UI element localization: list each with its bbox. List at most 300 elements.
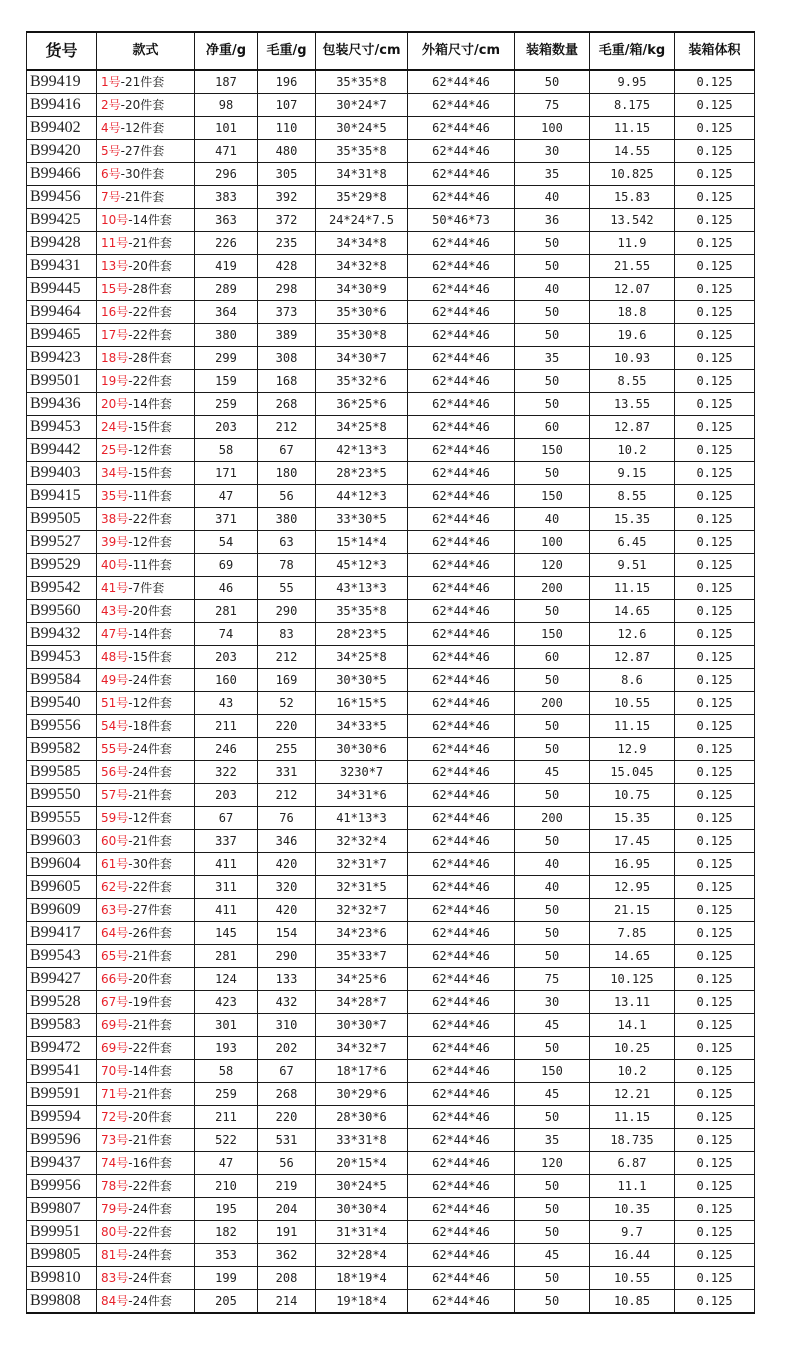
cell-net-weight: 47	[195, 485, 258, 508]
style-number: 63号	[101, 903, 129, 917]
style-set-count: -28件套	[128, 282, 172, 296]
cell-style	[97, 1106, 195, 1129]
table-row	[27, 117, 755, 140]
cell-carton-size: 62*44*46	[408, 1014, 515, 1037]
cell-carton-qty: 50	[515, 715, 590, 738]
style-set-count: -20件套	[128, 1110, 172, 1124]
cell-carton-size: 62*44*46	[408, 1175, 515, 1198]
table-row	[27, 807, 755, 830]
cell-style	[97, 1152, 195, 1175]
cell-style	[97, 1083, 195, 1106]
cell-carton-qty: 75	[515, 968, 590, 991]
cell-net-weight: 363	[195, 209, 258, 232]
cell-carton-qty: 120	[515, 1152, 590, 1175]
cell-carton-size: 62*44*46	[408, 715, 515, 738]
cell-style	[97, 70, 195, 94]
cell-gross-per-carton: 12.87	[590, 646, 675, 669]
style-set-count: -27件套	[120, 144, 165, 158]
cell-package-size: 28*23*5	[316, 623, 408, 646]
cell-carton-qty: 50	[515, 669, 590, 692]
style-number: 38号	[101, 512, 129, 526]
style-number: 43号	[101, 604, 129, 618]
cell-carton-size: 62*44*46	[408, 968, 515, 991]
cell-carton-volume: 0.125	[675, 1106, 755, 1129]
cell-package-size: 34*30*9	[316, 278, 408, 301]
cell-gross-per-carton: 8.175	[590, 94, 675, 117]
table-row	[27, 945, 755, 968]
table-row	[27, 1221, 755, 1244]
cell-carton-qty: 40	[515, 876, 590, 899]
cell-style	[97, 416, 195, 439]
style-set-count: -22件套	[128, 305, 172, 319]
cell-carton-size: 62*44*46	[408, 485, 515, 508]
cell-net-weight: 69	[195, 554, 258, 577]
cell-gross-per-carton: 12.07	[590, 278, 675, 301]
style-set-count: -15件套	[128, 420, 172, 434]
cell-sku: B99527	[27, 531, 97, 554]
cell-style	[97, 209, 195, 232]
table-row	[27, 1129, 755, 1152]
style-set-count: -30件套	[128, 857, 172, 871]
cell-gross-weight: 290	[258, 600, 316, 623]
cell-net-weight: 423	[195, 991, 258, 1014]
cell-sku: B99416	[27, 94, 97, 117]
cell-style	[97, 117, 195, 140]
style-number: 70号	[101, 1064, 129, 1078]
cell-style	[97, 1198, 195, 1221]
cell-package-size: 32*31*5	[316, 876, 408, 899]
style-set-count: -7件套	[128, 581, 165, 595]
table-row	[27, 991, 755, 1014]
cell-gross-per-carton: 7.85	[590, 922, 675, 945]
cell-carton-qty: 30	[515, 991, 590, 1014]
cell-carton-qty: 50	[515, 1037, 590, 1060]
cell-carton-volume: 0.125	[675, 186, 755, 209]
cell-gross-weight: 52	[258, 692, 316, 715]
cell-style	[97, 1014, 195, 1037]
cell-net-weight: 411	[195, 899, 258, 922]
cell-style	[97, 1175, 195, 1198]
cell-carton-volume: 0.125	[675, 968, 755, 991]
cell-style	[97, 1290, 195, 1314]
cell-gross-weight: 255	[258, 738, 316, 761]
style-number: 40号	[101, 558, 129, 572]
cell-carton-qty: 50	[515, 1106, 590, 1129]
cell-gross-weight: 56	[258, 485, 316, 508]
cell-net-weight: 281	[195, 945, 258, 968]
cell-gross-per-carton: 13.11	[590, 991, 675, 1014]
style-set-count: -11件套	[128, 558, 172, 572]
cell-carton-qty: 50	[515, 945, 590, 968]
style-number: 78号	[101, 1179, 129, 1193]
cell-gross-weight: 196	[258, 70, 316, 94]
cell-carton-size: 62*44*46	[408, 301, 515, 324]
cell-carton-size: 62*44*46	[408, 393, 515, 416]
cell-carton-volume: 0.125	[675, 830, 755, 853]
style-set-count: -24件套	[128, 1202, 172, 1216]
cell-style	[97, 761, 195, 784]
cell-carton-qty: 50	[515, 232, 590, 255]
header-package-size: 包装尺寸/cm	[316, 32, 408, 70]
cell-gross-per-carton: 9.7	[590, 1221, 675, 1244]
product-spec-table	[26, 31, 755, 1314]
cell-sku: B99543	[27, 945, 97, 968]
cell-package-size: 34*34*8	[316, 232, 408, 255]
cell-carton-volume: 0.125	[675, 761, 755, 784]
cell-package-size: 35*30*6	[316, 301, 408, 324]
cell-carton-qty: 200	[515, 692, 590, 715]
cell-gross-weight: 219	[258, 1175, 316, 1198]
style-set-count: -14件套	[128, 397, 172, 411]
cell-style	[97, 94, 195, 117]
cell-sku: B99466	[27, 163, 97, 186]
cell-package-size: 35*35*8	[316, 140, 408, 163]
cell-gross-per-carton: 15.35	[590, 508, 675, 531]
style-set-count: -21件套	[120, 190, 165, 204]
cell-carton-qty: 50	[515, 255, 590, 278]
cell-style	[97, 324, 195, 347]
cell-carton-size: 62*44*46	[408, 1244, 515, 1267]
cell-gross-per-carton: 16.44	[590, 1244, 675, 1267]
cell-package-size: 34*32*8	[316, 255, 408, 278]
style-set-count: -19件套	[128, 995, 172, 1009]
cell-sku: B99951	[27, 1221, 97, 1244]
cell-carton-size: 62*44*46	[408, 1106, 515, 1129]
style-set-count: -21件套	[128, 949, 172, 963]
cell-gross-weight: 308	[258, 347, 316, 370]
cell-carton-volume: 0.125	[675, 508, 755, 531]
style-number: 39号	[101, 535, 129, 549]
cell-carton-volume: 0.125	[675, 922, 755, 945]
cell-carton-qty: 150	[515, 439, 590, 462]
cell-sku: B99810	[27, 1267, 97, 1290]
cell-style	[97, 692, 195, 715]
cell-carton-size: 62*44*46	[408, 1152, 515, 1175]
cell-gross-per-carton: 9.51	[590, 554, 675, 577]
header-carton-volume: 装箱体积	[675, 32, 755, 70]
style-set-count: -21件套	[128, 1018, 172, 1032]
cell-sku: B99472	[27, 1037, 97, 1060]
cell-package-size: 18*17*6	[316, 1060, 408, 1083]
style-number: 67号	[101, 995, 129, 1009]
style-set-count: -18件套	[128, 719, 172, 733]
cell-package-size: 33*30*5	[316, 508, 408, 531]
cell-gross-per-carton: 14.55	[590, 140, 675, 163]
table-row	[27, 1037, 755, 1060]
cell-sku: B99501	[27, 370, 97, 393]
cell-style	[97, 278, 195, 301]
table-row	[27, 1014, 755, 1037]
cell-style	[97, 646, 195, 669]
cell-package-size: 30*30*4	[316, 1198, 408, 1221]
cell-carton-size: 62*44*46	[408, 1198, 515, 1221]
table-row	[27, 577, 755, 600]
cell-carton-volume: 0.125	[675, 991, 755, 1014]
cell-net-weight: 195	[195, 1198, 258, 1221]
style-number: 49号	[101, 673, 129, 687]
cell-package-size: 35*35*8	[316, 600, 408, 623]
table-row	[27, 301, 755, 324]
style-number: 47号	[101, 627, 129, 641]
cell-carton-qty: 35	[515, 347, 590, 370]
cell-sku: B99425	[27, 209, 97, 232]
cell-sku: B99403	[27, 462, 97, 485]
cell-package-size: 30*29*6	[316, 1083, 408, 1106]
cell-carton-size: 62*44*46	[408, 117, 515, 140]
table-row	[27, 531, 755, 554]
cell-net-weight: 259	[195, 1083, 258, 1106]
cell-gross-weight: 428	[258, 255, 316, 278]
cell-net-weight: 171	[195, 462, 258, 485]
cell-gross-per-carton: 15.045	[590, 761, 675, 784]
cell-gross-weight: 531	[258, 1129, 316, 1152]
cell-style	[97, 370, 195, 393]
cell-gross-weight: 362	[258, 1244, 316, 1267]
cell-net-weight: 471	[195, 140, 258, 163]
cell-carton-volume: 0.125	[675, 807, 755, 830]
cell-sku: B99453	[27, 416, 97, 439]
table-row	[27, 1244, 755, 1267]
cell-carton-size: 62*44*46	[408, 1083, 515, 1106]
style-number: 17号	[101, 328, 129, 342]
cell-package-size: 34*25*8	[316, 646, 408, 669]
style-number: 60号	[101, 834, 129, 848]
cell-sku: B99417	[27, 922, 97, 945]
cell-carton-size: 62*44*46	[408, 140, 515, 163]
cell-carton-qty: 40	[515, 278, 590, 301]
cell-package-size: 32*32*7	[316, 899, 408, 922]
cell-carton-qty: 50	[515, 1290, 590, 1314]
table-row	[27, 922, 755, 945]
table-row	[27, 1060, 755, 1083]
cell-net-weight: 199	[195, 1267, 258, 1290]
cell-gross-weight: 168	[258, 370, 316, 393]
style-number: 20号	[101, 397, 129, 411]
style-set-count: -24件套	[128, 673, 172, 687]
cell-net-weight: 419	[195, 255, 258, 278]
cell-package-size: 36*25*6	[316, 393, 408, 416]
cell-style	[97, 485, 195, 508]
cell-sku: B99956	[27, 1175, 97, 1198]
cell-style	[97, 968, 195, 991]
cell-carton-size: 62*44*46	[408, 991, 515, 1014]
cell-sku: B99427	[27, 968, 97, 991]
cell-carton-volume: 0.125	[675, 899, 755, 922]
cell-carton-qty: 100	[515, 531, 590, 554]
cell-gross-weight: 212	[258, 784, 316, 807]
cell-carton-size: 62*44*46	[408, 623, 515, 646]
cell-package-size: 35*33*7	[316, 945, 408, 968]
cell-sku: B99445	[27, 278, 97, 301]
cell-carton-size: 62*44*46	[408, 94, 515, 117]
cell-carton-size: 62*44*46	[408, 347, 515, 370]
style-set-count: -22件套	[128, 1041, 172, 1055]
style-set-count: -12件套	[128, 696, 172, 710]
cell-gross-weight: 78	[258, 554, 316, 577]
cell-carton-qty: 50	[515, 370, 590, 393]
table-row	[27, 669, 755, 692]
cell-net-weight: 371	[195, 508, 258, 531]
cell-style	[97, 554, 195, 577]
style-number: 57号	[101, 788, 129, 802]
cell-package-size: 35*32*6	[316, 370, 408, 393]
style-number: 80号	[101, 1225, 129, 1239]
style-set-count: -12件套	[128, 443, 172, 457]
cell-net-weight: 98	[195, 94, 258, 117]
cell-package-size: 30*30*7	[316, 1014, 408, 1037]
cell-style	[97, 1244, 195, 1267]
cell-gross-per-carton: 19.6	[590, 324, 675, 347]
cell-style	[97, 255, 195, 278]
style-number: 15号	[101, 282, 129, 296]
style-number: 7号	[101, 190, 121, 204]
cell-package-size: 32*28*4	[316, 1244, 408, 1267]
style-number: 2号	[101, 98, 121, 112]
cell-gross-per-carton: 13.542	[590, 209, 675, 232]
style-set-count: -12件套	[120, 121, 165, 135]
style-number: 56号	[101, 765, 129, 779]
cell-carton-qty: 45	[515, 1083, 590, 1106]
cell-sku: B99584	[27, 669, 97, 692]
style-number: 54号	[101, 719, 129, 733]
cell-sku: B99555	[27, 807, 97, 830]
style-set-count: -21件套	[120, 75, 165, 89]
cell-gross-per-carton: 15.35	[590, 807, 675, 830]
cell-carton-size: 62*44*46	[408, 1129, 515, 1152]
style-set-count: -22件套	[128, 328, 172, 342]
cell-gross-weight: 235	[258, 232, 316, 255]
style-number: 83号	[101, 1271, 129, 1285]
cell-gross-weight: 212	[258, 416, 316, 439]
cell-package-size: 34*28*7	[316, 991, 408, 1014]
cell-package-size: 20*15*4	[316, 1152, 408, 1175]
cell-sku: B99437	[27, 1152, 97, 1175]
cell-carton-qty: 50	[515, 70, 590, 94]
cell-sku: B99528	[27, 991, 97, 1014]
cell-carton-size: 62*44*46	[408, 692, 515, 715]
cell-carton-size: 62*44*46	[408, 738, 515, 761]
table-row	[27, 416, 755, 439]
cell-gross-weight: 372	[258, 209, 316, 232]
cell-net-weight: 182	[195, 1221, 258, 1244]
style-number: 13号	[101, 259, 129, 273]
style-number: 66号	[101, 972, 129, 986]
style-set-count: -22件套	[128, 880, 172, 894]
style-set-count: -14件套	[128, 627, 172, 641]
cell-carton-qty: 50	[515, 899, 590, 922]
header-row	[27, 32, 755, 70]
cell-carton-volume: 0.125	[675, 1060, 755, 1083]
cell-gross-per-carton: 8.55	[590, 485, 675, 508]
cell-carton-qty: 50	[515, 784, 590, 807]
cell-gross-per-carton: 10.93	[590, 347, 675, 370]
cell-package-size: 34*33*5	[316, 715, 408, 738]
cell-carton-qty: 150	[515, 1060, 590, 1083]
cell-carton-qty: 45	[515, 1244, 590, 1267]
cell-sku: B99505	[27, 508, 97, 531]
cell-carton-size: 62*44*46	[408, 416, 515, 439]
table-row	[27, 508, 755, 531]
table-row	[27, 347, 755, 370]
style-number: 69号	[101, 1018, 129, 1032]
cell-carton-volume: 0.125	[675, 1152, 755, 1175]
table-row	[27, 140, 755, 163]
style-set-count: -11件套	[128, 489, 172, 503]
table-row	[27, 968, 755, 991]
cell-carton-size: 62*44*46	[408, 830, 515, 853]
cell-gross-per-carton: 18.8	[590, 301, 675, 324]
table-row	[27, 830, 755, 853]
cell-carton-volume: 0.125	[675, 1267, 755, 1290]
style-number: 69号	[101, 1041, 129, 1055]
cell-sku: B99808	[27, 1290, 97, 1314]
style-set-count: -22件套	[128, 1225, 172, 1239]
cell-carton-size: 62*44*46	[408, 945, 515, 968]
cell-carton-qty: 60	[515, 646, 590, 669]
cell-package-size: 28*23*5	[316, 462, 408, 485]
cell-carton-volume: 0.125	[675, 393, 755, 416]
cell-carton-qty: 35	[515, 1129, 590, 1152]
style-number: 79号	[101, 1202, 129, 1216]
table-row	[27, 462, 755, 485]
table-row	[27, 70, 755, 94]
cell-carton-qty: 50	[515, 738, 590, 761]
style-number: 55号	[101, 742, 129, 756]
cell-sku: B99585	[27, 761, 97, 784]
cell-package-size: 43*13*3	[316, 577, 408, 600]
cell-sku: B99402	[27, 117, 97, 140]
cell-carton-volume: 0.125	[675, 163, 755, 186]
table-row	[27, 899, 755, 922]
cell-style	[97, 807, 195, 830]
table-row	[27, 761, 755, 784]
cell-carton-volume: 0.125	[675, 600, 755, 623]
style-set-count: -12件套	[128, 811, 172, 825]
cell-gross-weight: 169	[258, 669, 316, 692]
cell-sku: B99529	[27, 554, 97, 577]
cell-sku: B99556	[27, 715, 97, 738]
cell-carton-volume: 0.125	[675, 301, 755, 324]
cell-sku: B99582	[27, 738, 97, 761]
style-set-count: -20件套	[120, 98, 165, 112]
cell-carton-size: 62*44*46	[408, 255, 515, 278]
cell-sku: B99805	[27, 1244, 97, 1267]
cell-gross-weight: 76	[258, 807, 316, 830]
cell-gross-per-carton: 17.45	[590, 830, 675, 853]
cell-carton-qty: 150	[515, 623, 590, 646]
cell-net-weight: 58	[195, 1060, 258, 1083]
cell-net-weight: 259	[195, 393, 258, 416]
cell-sku: B99432	[27, 623, 97, 646]
table-row	[27, 600, 755, 623]
cell-gross-weight: 380	[258, 508, 316, 531]
table-row	[27, 1175, 755, 1198]
cell-carton-size: 62*44*46	[408, 462, 515, 485]
cell-net-weight: 211	[195, 1106, 258, 1129]
cell-carton-size: 62*44*46	[408, 531, 515, 554]
table-row	[27, 623, 755, 646]
cell-carton-volume: 0.125	[675, 324, 755, 347]
cell-gross-per-carton: 16.95	[590, 853, 675, 876]
style-set-count: -24件套	[128, 1294, 172, 1308]
cell-gross-weight: 208	[258, 1267, 316, 1290]
table-row	[27, 1083, 755, 1106]
cell-gross-per-carton: 10.825	[590, 163, 675, 186]
cell-carton-volume: 0.125	[675, 531, 755, 554]
cell-gross-weight: 310	[258, 1014, 316, 1037]
style-number: 61号	[101, 857, 129, 871]
cell-gross-weight: 67	[258, 1060, 316, 1083]
